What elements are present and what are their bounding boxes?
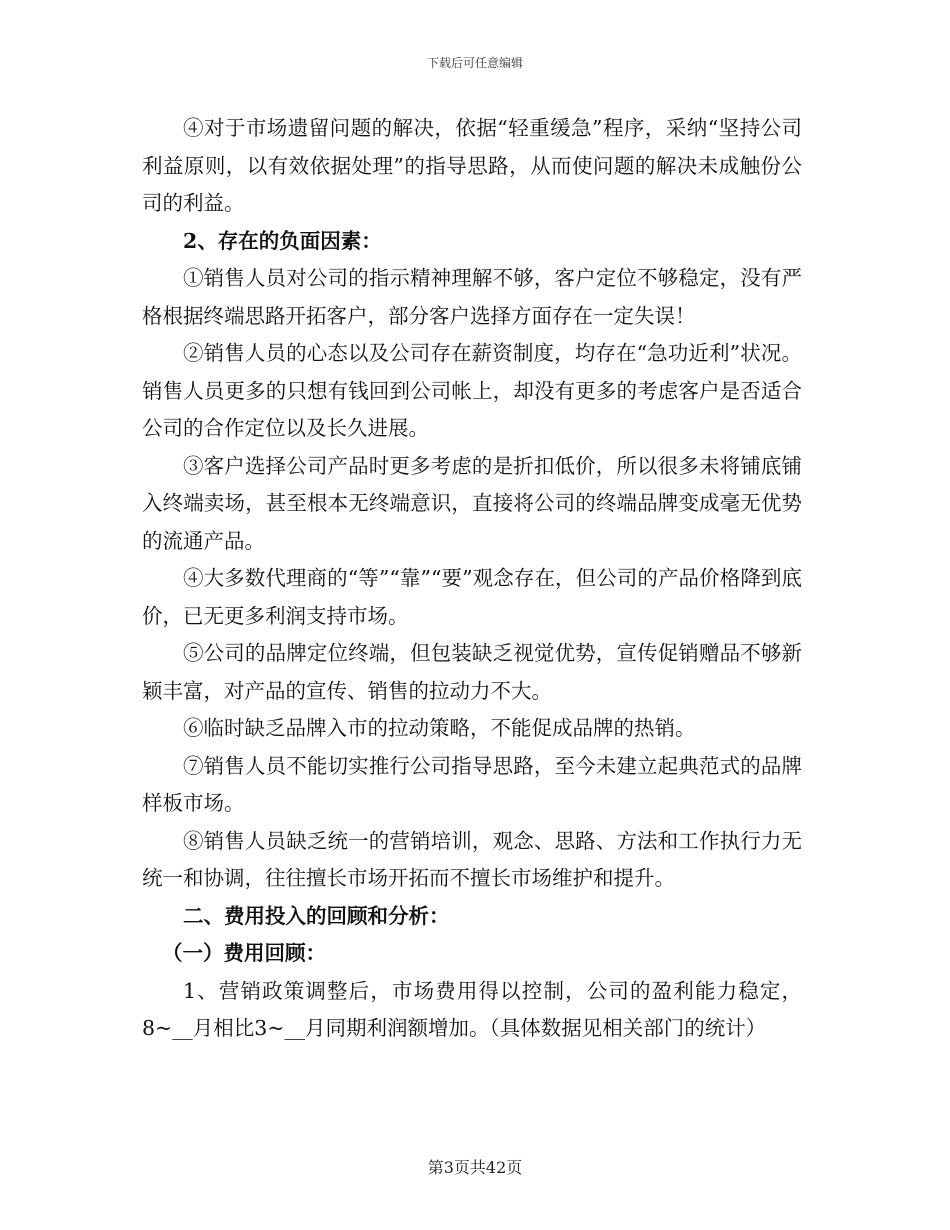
section-heading: 2、存在的负面因素： xyxy=(183,228,382,253)
paragraph: 1、营销政策调整后，市场费用得以控制，公司的盈利能力稳定，8~__月相比3~__月同期利润额增加。（具体数据见相关部门的统计） xyxy=(142,978,802,1040)
paragraph: ⑤公司的品牌定位终端，但包装缺乏视觉优势，宣传促销赠品不够新颖丰富，对产品的宣传、销售的拉动力不大。 xyxy=(142,641,802,703)
page-header: 下载后可任意编辑 xyxy=(426,56,523,70)
paragraph: ⑦销售人员不能切实推行公司指导思路，至今未建立起典范式的品牌样板市场。 xyxy=(142,753,802,815)
section-heading: 二、费用投入的回顾和分析： xyxy=(183,903,450,928)
document-body xyxy=(142,110,802,1048)
paragraph: ③客户选择公司产品时更多考虑的是折扣低价，所以很多未将铺底铺入终端卖场，甚至根本无终端意识，直接将公司的终端品牌变成毫无优势的流通产品。 xyxy=(142,453,802,553)
paragraph: ④对于市场遗留问题的解决，依据“轻重缓急”程序，采纳“坚持公司利益原则，以有效依据处理”的指导思路，从而使问题的解决未成触份公司的利益。 xyxy=(142,116,802,215)
subsection-heading: （一）费用回顾： xyxy=(162,941,326,965)
paragraph: ④大多数代理商的“等”“靠”“要”观念存在，但公司的产品价格降到底价，已无更多利润支持市场。 xyxy=(142,566,802,628)
paragraph: ⑧销售人员缺乏统一的营销培训，观念、思路、方法和工作执行力无统一和协调，往往擅长市场开拓而不擅长市场维护和提升。 xyxy=(142,828,802,890)
paragraph: ②销售人员的心态以及公司存在薪资制度，均存在“急功近利”状况。销售人员更多的只想有钱回到公司帐上，却没有更多的考虑客户是否适合公司的合作定位以及长久进展。 xyxy=(142,341,802,440)
paragraph: ⑥临时缺乏品牌入市的拉动策略，不能促成品牌的热销。 xyxy=(183,716,696,740)
page-number: 第3页共42页 xyxy=(427,1158,523,1177)
paragraph: ①销售人员对公司的指示精神理解不够，客户定位不够稳定，没有严格根据终端思路开拓客户，部分客户选择方面存在一定失误！ xyxy=(142,266,802,328)
